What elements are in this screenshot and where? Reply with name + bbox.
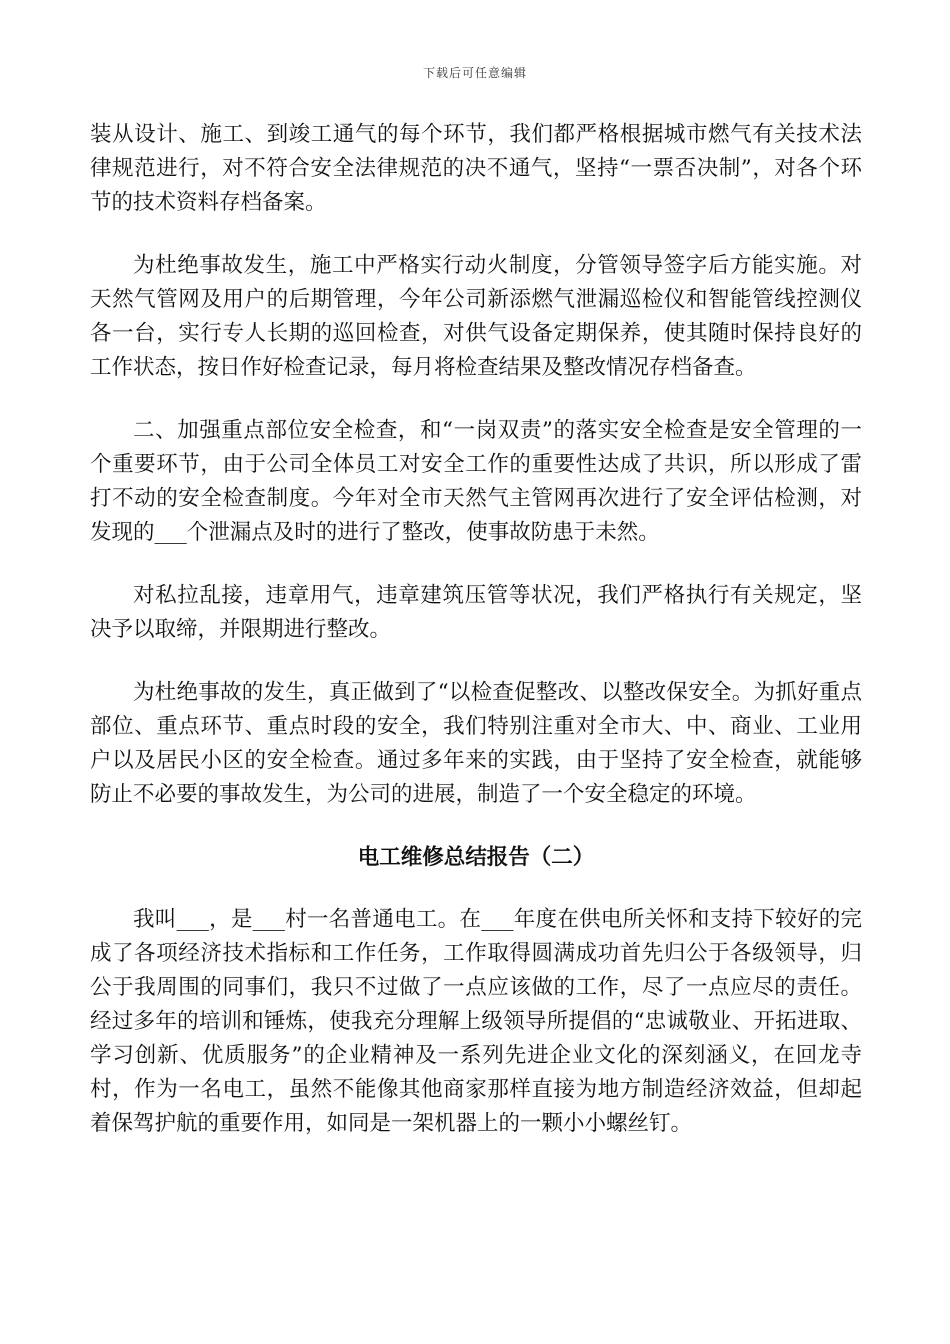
- paragraph-continuation: 装从设计、施工、到竣工通气的每个环节，我们都严格根据城市燃气有关技术法律规范进行，对不符合安全法律规范的决不通气，坚持“一票否决制”，对各个环节的技术资料存档备案。: [90, 122, 862, 215]
- paragraph-fire-control: 为杜绝事故发生，施工中严格实行动火制度，分管领导签字后方能实施。对天然气管网及用户的后期管理，今年公司新添燃气泄漏巡检仪和智能管线控测仪各一台，实行专人长期的巡回检查，对供气设备定期保养，使其随时保持良好的工作状态，按日作好检查记录，每月将检查结果及整改情况存档备查。: [90, 253, 862, 380]
- paragraph-electrician-intro: 我叫___，是___村一名普通电工。在___年度在供电所关怀和支持下较好的完成了各项经济技术指标和工作任务，工作取得圆满成功首先归公于各级领导，归公于我周围的同事们，我只不过做了一点应该做的工作，尽了一点应尽的责任。经过多年的培训和锤炼，使我充分理解上级领导所提倡的“忠诚敬业、开拓进取、学习创新、优质服务”的企业精神及一系列先进企业文化的深刻涵义，在回龙寺村，作为一名电工，虽然不能像其他商家那样直接为地方制造经济效益，但却起着保驾护航的重要作用，如同是一架机器上的一颗小小螺丝钉。: [90, 907, 862, 1136]
- paragraph-key-inspection: 二、加强重点部位安全检查，和“一岗双责”的落实安全检查是安全管理的一个重要环节，由于公司全体员工对安全工作的重要性达成了共识，所以形成了雷打不动的安全检查制度。今年对全市天然气主管网再次进行了安全评估检测，对发现的___个泄漏点及时的进行了整改，使事故防患于未然。: [90, 418, 862, 545]
- document-body: [90, 118, 862, 1170]
- section-title: 电工维修总结报告（二）: [357, 845, 595, 870]
- page-header-note: 下载后可任意编辑: [422, 66, 527, 80]
- paragraph-illegal-connections: 对私拉乱接，违章用气，违章建筑压管等状况，我们严格执行有关规定，坚决予以取缔，并限期进行整改。: [90, 583, 862, 642]
- paragraph-accident-prevention: 为杜绝事故的发生，真正做到了“以检查促整改、以整改保安全。为抓好重点部位、重点环节、重点时段的安全，我们特别注重对全市大、中、商业、工业用户以及居民小区的安全检查。通过多年来的实践，由于坚持了安全检查，就能够防止不必要的事故发生，为公司的进展，制造了一个安全稳定的环境。: [90, 680, 862, 807]
